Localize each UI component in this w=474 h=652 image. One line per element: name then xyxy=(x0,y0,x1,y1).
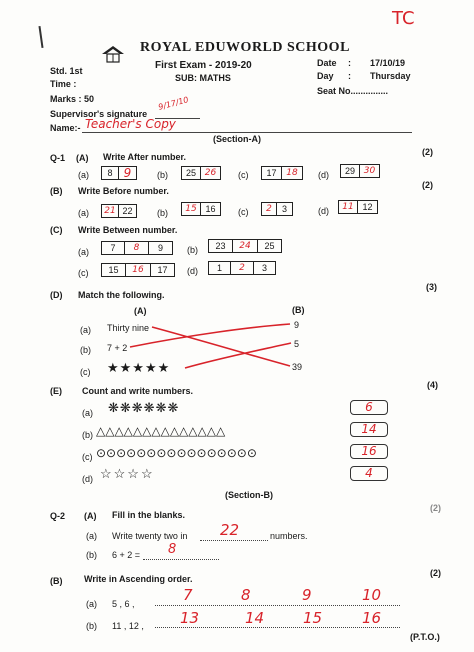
given-number: 15 xyxy=(102,264,126,276)
q1b-item-label: (a) xyxy=(78,208,89,218)
given-number: 8 xyxy=(102,167,119,179)
q1c-item-label: (c) xyxy=(78,268,89,278)
answer-number: 21 xyxy=(102,205,119,217)
q1d-col-b: (B) xyxy=(292,305,305,315)
seat-label: Seat No............... xyxy=(317,86,389,96)
name-label: Name:- xyxy=(50,123,81,133)
count-answer-box: 6 xyxy=(350,400,388,415)
given-number: 1 xyxy=(209,262,231,274)
q1a-item-label: (c) xyxy=(238,170,249,180)
q2a-label: (A) xyxy=(84,511,97,521)
given-number: 3 xyxy=(281,204,287,214)
ascending-item-label: (b) xyxy=(86,621,97,631)
q1d-label: (D) xyxy=(50,290,63,300)
match-left-label: (a) xyxy=(80,325,91,335)
q1a-item-label: (a) xyxy=(78,170,89,180)
pto-label: (P.T.O.) xyxy=(410,632,440,642)
q1b-item-label: (d) xyxy=(318,206,329,216)
q1c-label: (C) xyxy=(50,225,63,235)
star-shapes: ☆☆☆☆ xyxy=(100,466,155,481)
ascending-answer: 10 xyxy=(362,586,382,604)
given-number: 25 xyxy=(182,167,201,179)
q1c-item-label: (d) xyxy=(187,266,198,276)
count-answer-box: 14 xyxy=(350,422,388,437)
answer-number: 8 xyxy=(125,242,149,254)
supervisor-label: Supervisor's signature xyxy=(50,109,148,119)
q2b-label: (B) xyxy=(50,576,63,586)
q1e-marks: (4) xyxy=(427,380,438,390)
answer-number: 24 xyxy=(233,240,258,252)
q1e-label: (E) xyxy=(50,386,62,396)
fill-item-text: 6 + 2 = xyxy=(112,550,141,560)
match-left-label: (b) xyxy=(80,345,91,355)
q1a-item-label: (b) xyxy=(157,170,168,180)
given-number: 16 xyxy=(205,204,216,214)
time-label: Time : xyxy=(50,79,77,89)
exam-title: First Exam - 2019-20 xyxy=(155,60,252,71)
q2b-title: Write in Ascending order. xyxy=(84,574,193,584)
answer-number: 2 xyxy=(231,262,254,274)
ascending-item-text: 5 , 6 , xyxy=(112,599,135,609)
q1d-marks: (3) xyxy=(426,282,437,292)
fill-item-suffix: numbers. xyxy=(270,531,308,541)
match-right-item: 5 xyxy=(294,339,300,349)
answer-number: 2 xyxy=(262,203,277,215)
ascending-answer: 8 xyxy=(241,586,251,604)
q1a-label: (A) xyxy=(76,153,89,163)
date-value: 17/10/19 xyxy=(370,58,406,68)
fill-item-text: Write twenty two in xyxy=(112,531,188,541)
given-number: 17 xyxy=(262,167,282,179)
given-number: 23 xyxy=(209,240,233,252)
answer-number: 9 xyxy=(123,166,132,180)
answer-number: 30 xyxy=(363,166,376,176)
given-number: 25 xyxy=(264,241,275,251)
section-a-title: (Section-A) xyxy=(213,134,261,144)
name-value: Teacher's Copy xyxy=(85,117,176,131)
match-left-item: 7 + 2 xyxy=(107,343,128,353)
fill-answer: 22 xyxy=(220,521,240,539)
count-item-label: (a) xyxy=(82,408,93,418)
ascending-answer: 9 xyxy=(302,586,312,604)
given-number: 22 xyxy=(122,206,133,216)
q2-number: Q-2 xyxy=(50,511,66,521)
match-left-item: Thirty nine xyxy=(107,323,150,333)
date-colon: : xyxy=(348,58,351,68)
section-b-title: (Section-B) xyxy=(225,490,273,500)
answer-number: 15 xyxy=(182,203,201,215)
q1a-item-label: (d) xyxy=(318,170,329,180)
given-number: 7 xyxy=(102,242,125,254)
q1b-item-label: (b) xyxy=(157,208,168,218)
answer-number: 11 xyxy=(339,201,358,213)
match-line xyxy=(152,327,290,366)
q1a-marks: (2) xyxy=(422,147,433,157)
circle-shapes: ⊙⊙⊙⊙⊙⊙⊙⊙⊙⊙⊙⊙⊙⊙⊙⊙ xyxy=(96,446,257,460)
supervisor-signature: 9/17/10 xyxy=(157,95,190,112)
day-colon: : xyxy=(348,71,351,81)
q1b-item-label: (c) xyxy=(238,207,249,217)
given-number: 3 xyxy=(261,263,267,273)
match-right-item: 9 xyxy=(294,320,300,330)
given-number: 17 xyxy=(157,265,168,275)
q1c-item-label: (b) xyxy=(187,245,198,255)
school-name: ROYAL EDUWORLD SCHOOL xyxy=(140,40,350,55)
triangle-shapes: △△△△△△△△△△△△△△ xyxy=(96,424,226,438)
fill-blank-line xyxy=(143,559,219,560)
given-number: 9 xyxy=(157,243,163,253)
count-item-label: (d) xyxy=(82,474,93,484)
ascending-answer: 7 xyxy=(183,586,193,604)
match-left-label: (c) xyxy=(80,367,91,377)
ascending-blank-line xyxy=(155,605,400,606)
q1b-title: Write Before number. xyxy=(78,186,169,196)
answer-number: 18 xyxy=(286,168,298,178)
day-label: Day xyxy=(317,71,334,81)
q1b-marks: (2) xyxy=(422,180,433,190)
date-label: Date xyxy=(317,58,337,68)
q1-number: Q-1 xyxy=(50,153,66,163)
q1c-item-label: (a) xyxy=(78,247,89,257)
count-answer-box: 16 xyxy=(350,444,388,459)
flower-shapes: ❋❋❋❋❋❋ xyxy=(108,400,180,415)
q1d-title: Match the following. xyxy=(78,290,165,300)
answer-number: 16 xyxy=(126,264,151,276)
given-number: 29 xyxy=(341,165,360,177)
fill-answer: 8 xyxy=(168,542,177,557)
given-number: 12 xyxy=(362,202,373,212)
ascending-answer: 16 xyxy=(362,609,382,627)
marks-label: Marks : 50 xyxy=(50,94,95,104)
day-value: Thursday xyxy=(370,71,411,81)
ascending-answer: 13 xyxy=(180,609,200,627)
subject-label: SUB: MATHS xyxy=(175,73,231,83)
answer-number: 26 xyxy=(204,168,217,178)
q1c-title: Write Between number. xyxy=(78,225,178,235)
count-answer-box: 4 xyxy=(350,466,388,481)
q2b-marks: (2) xyxy=(430,568,441,578)
match-right-item: 39 xyxy=(292,362,303,372)
ascending-answer: 15 xyxy=(303,609,323,627)
std-label: Std. 1st xyxy=(50,66,83,76)
ascending-answer: 14 xyxy=(245,609,265,627)
q1b-label: (B) xyxy=(50,186,63,196)
count-item-label: (b) xyxy=(82,430,93,440)
count-item-label: (c) xyxy=(82,452,93,462)
ascending-item-label: (a) xyxy=(86,599,97,609)
fill-blank-line xyxy=(200,540,268,541)
match-line xyxy=(185,343,291,368)
match-left-item: ★★★★★ xyxy=(107,360,171,375)
q1d-col-a: (A) xyxy=(134,306,147,316)
fill-item-label: (a) xyxy=(86,531,97,541)
ascending-item-text: 11 , 12 , xyxy=(112,621,144,631)
ascending-blank-line xyxy=(155,627,400,628)
q2a-marks: (2) xyxy=(430,503,441,513)
tc-mark: TC xyxy=(392,8,415,29)
q2a-title: Fill in the blanks. xyxy=(112,510,186,520)
fill-item-label: (b) xyxy=(86,550,97,560)
q1e-title: Count and write numbers. xyxy=(82,386,194,396)
q1a-title: Write After number. xyxy=(103,152,187,162)
